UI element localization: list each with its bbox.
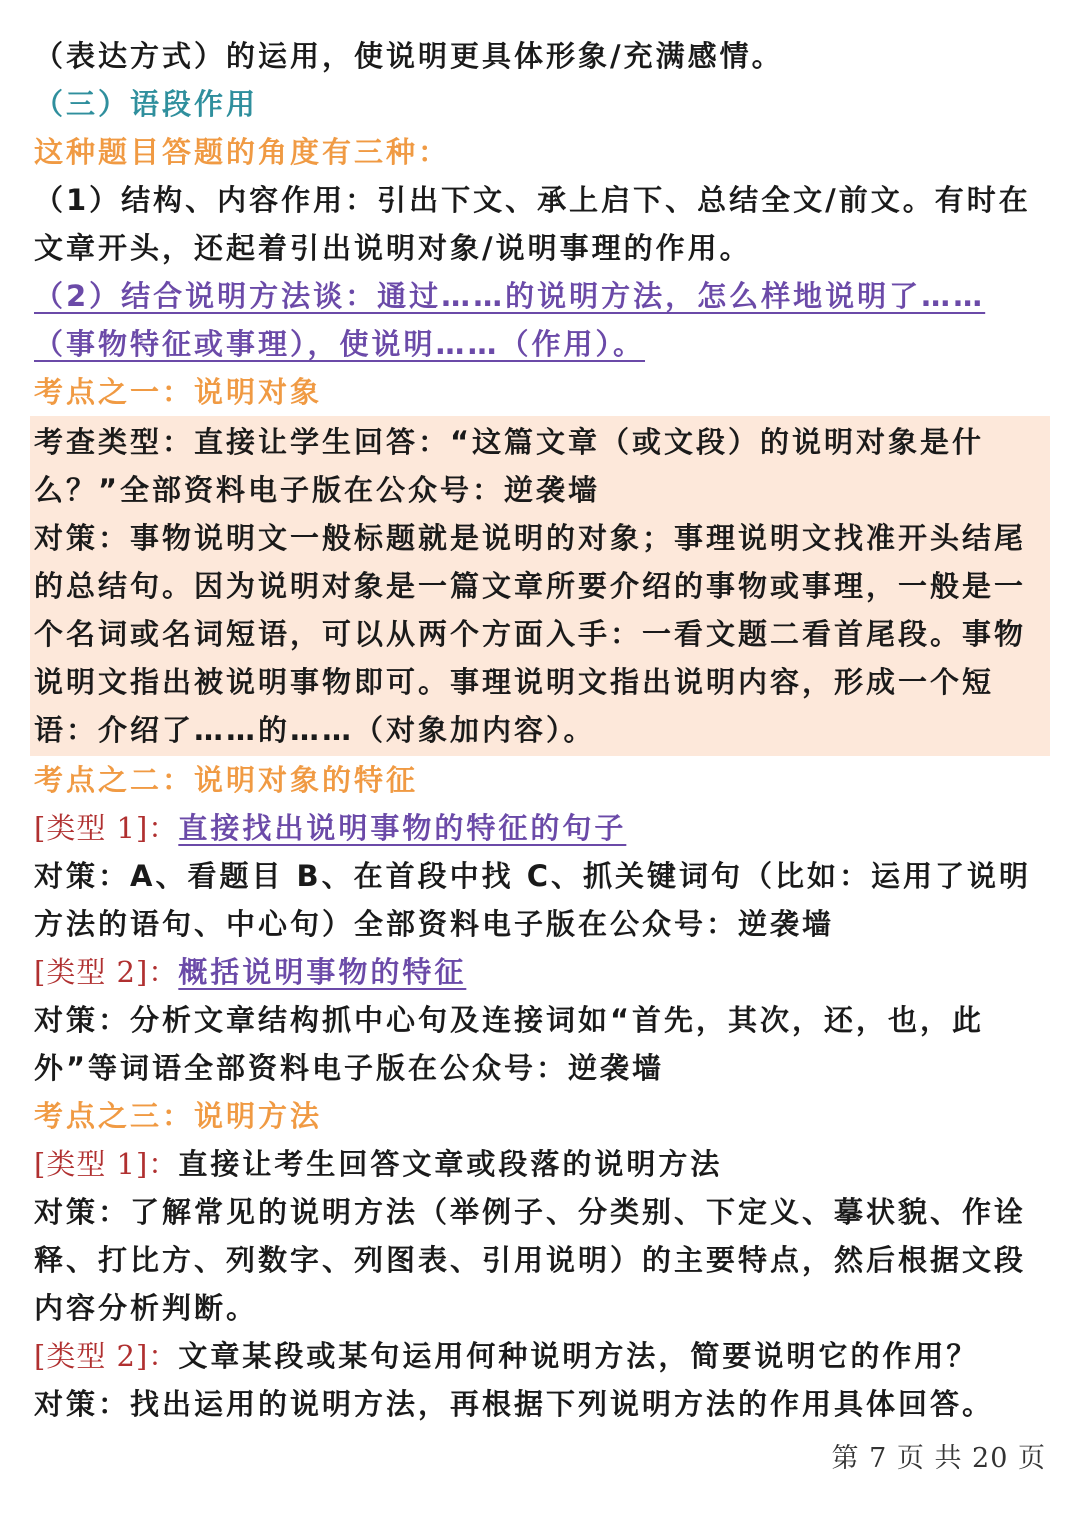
- type-tag: [类型 2]：: [34, 955, 179, 989]
- underlined-line: [34, 320, 1046, 368]
- kp2-type2-answer: 对策：分析文章结构抓中心句及连接词如“首先，其次，还，也，此外”等词语全部资料电子版在公众号：逆袭墙: [34, 1003, 985, 1085]
- underlined-text: （事物特征或事理），使说明……（作用）。: [34, 327, 646, 361]
- kp3-type1-answer: 对策：了解常见的说明方法（举例子、分类别、下定义、摹状貌、作诠释、打比方、列数字、列图表、引用说明）的主要特点，然后根据文段内容分析判断。: [34, 1195, 1027, 1325]
- kp2-type1: [34, 804, 1046, 852]
- underlined-text: （2）结合说明方法谈：通过……的说明方法，怎么样地说明了……: [34, 279, 986, 313]
- type-tag: [类型 2]：: [34, 1339, 179, 1373]
- kp2-type1-answer: 对策：A、看题目 B、在首段中找 C、抓关键词句（比如：运用了说明方法的语句、中心句）全部资料电子版在公众号：逆袭墙: [34, 859, 1032, 941]
- kp2-title: 考点之二：说明对象的特征: [34, 763, 419, 797]
- kp3-title: 考点之三：说明方法: [34, 1099, 323, 1133]
- document-page: [34, 32, 1046, 1428]
- type-text: 直接找出说明事物的特征的句子: [178, 811, 627, 845]
- text-line: 文章开头，还起着引出说明对象/说明事理的作用。: [34, 231, 752, 265]
- sub-heading: 这种题目答题的角度有三种：: [34, 135, 451, 169]
- page-number: 第 7 页 共 20 页: [831, 1443, 1046, 1474]
- type-text: 概括说明事物的特征: [178, 955, 467, 989]
- type-tag: [类型 1]：: [34, 811, 179, 845]
- section-heading: （三）语段作用: [34, 87, 259, 121]
- kp1-question: 考查类型：直接让学生回答：“这篇文章（或文段）的说明对象是什么？”全部资料电子版在公众号：逆袭墙: [34, 425, 985, 507]
- kp1-answer: 对策：事物说明文一般标题就是说明的对象；事理说明文找准开头结尾的总结句。因为说明对象是一篇文章所要介绍的事物或事理，一般是一个名词或名词短语，可以从两个方面入手：一看文题二看首尾段。事物说明文指出被说明事物即可。事理说明文指出说明内容，形成一个短语：介绍了……的……（对象加内容）。: [34, 521, 1027, 747]
- type-text: 直接让考生回答文章或段落的说明方法: [178, 1147, 723, 1181]
- kp3-type1: [34, 1140, 1046, 1188]
- kp2-type2: [34, 948, 1046, 996]
- kp1-title: 考点之一：说明对象: [34, 375, 323, 409]
- underlined-line: [34, 272, 1046, 320]
- text-line: （表达方式）的运用，使说明更具体形象/充满感情。: [34, 39, 784, 73]
- kp1-highlight-box: [30, 416, 1050, 756]
- text-line: （1）结构、内容作用：引出下文、承上启下、总结全文/前文。有时在: [34, 183, 1031, 217]
- kp3-type2-answer: 对策：找出运用的说明方法，再根据下列说明方法的作用具体回答。: [34, 1387, 995, 1421]
- kp3-type2: [34, 1332, 1046, 1380]
- type-text: 文章某段或某句运用何种说明方法，简要说明它的作用？: [178, 1339, 979, 1373]
- type-tag: [类型 1]：: [34, 1147, 179, 1181]
